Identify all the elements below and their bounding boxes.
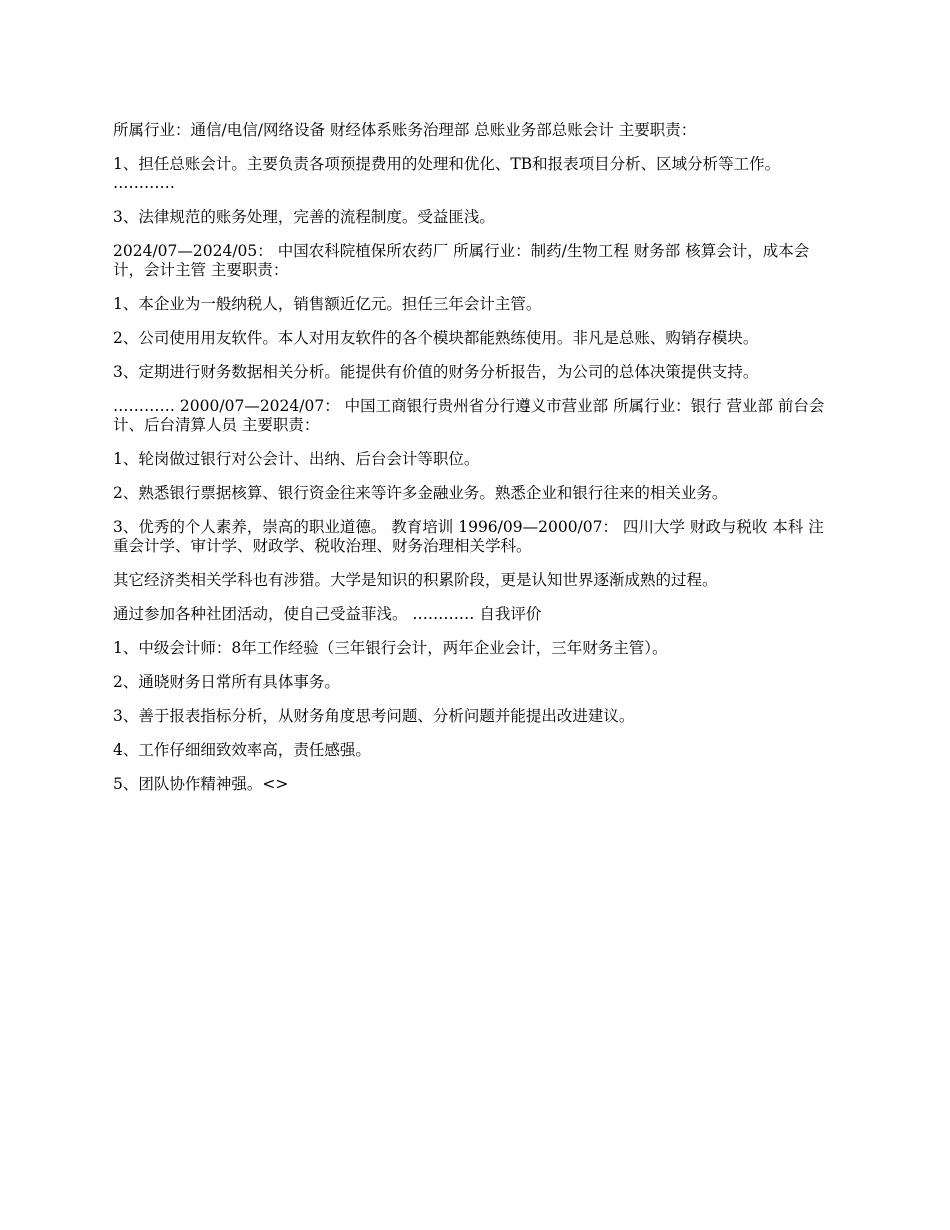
paragraph-job2-duty-1: 1、本企业为一般纳税人，销售额近亿元。担任三年会计主管。 — [113, 295, 542, 313]
paragraph-job3-duty-1: 1、轮岗做过银行对公会计、出纳、后台会计等职位。 — [113, 450, 480, 468]
paragraph-eval-4: 4、工作仔细细致效率高，责任感强。 — [113, 741, 371, 759]
paragraph-education-other: 其它经济类相关学科也有涉猎。大学是知识的积累阶段，更是认知世界逐渐成熟的过程。 — [113, 571, 718, 589]
paragraph-eval-5: 5、团队协作精神强。<> — [113, 775, 289, 793]
paragraph-self-evaluation-heading: 通过参加各种社团活动，使自己受益菲浅。 ………… 自我评价 — [113, 605, 542, 623]
paragraph-job2-duty-2: 2、公司使用用友软件。本人对用友软件的各个模块都能熟练使用。非凡是总账、购销存模块。 — [113, 329, 759, 347]
paragraph-job3-duty-2: 2、熟悉银行票据核算、银行资金往来等许多金融业务。熟悉企业和银行往来的相关业务。 — [113, 484, 728, 502]
paragraph-eval-2: 2、通晓财务日常所有具体事务。 — [113, 673, 340, 691]
paragraph-duty-1: 1、担任总账会计。主要负责各项预提费用的处理和优化、TB和报表项目分析、区域分析等工作。 ………… — [113, 155, 781, 192]
paragraph-job-icbc: ………… 2000/07—2024/07： 中国工商银行贵州省分行遵义市营业部 所属行业：银行 营业部 前台会计、后台清算人员 主要职责： — [113, 397, 825, 434]
paragraph-education: 3、优秀的个人素养，崇高的职业道德。 教育培训 1996/09—2000/07： 四川大学 财政与税收 本科 注重会计学、审计学、财政学、税收治理、财务治理相关学科。 — [113, 518, 824, 555]
paragraph-job2-duty-3: 3、定期进行财务数据相关分析。能提供有价值的财务分析报告，为公司的总体决策提供支持。 — [113, 363, 759, 381]
document-body — [113, 121, 838, 809]
paragraph-duty-3: 3、法律规范的账务处理，完善的流程制度。受益匪浅。 — [113, 208, 495, 226]
paragraph-industry-header: 所属行业：通信/电信/网络设备 财经体系账务治理部 总账业务部总账会计 主要职责： — [113, 121, 697, 139]
paragraph-eval-1: 1、中级会计师：8年工作经验（三年银行会计，两年企业会计，三年财务主管）。 — [113, 639, 668, 657]
paragraph-job-pesticide-factory: 2024/07—2024/05： 中国农科院植保所农药厂 所属行业：制药/生物工程 财务部 核算会计，成本会计，会计主管 主要职责： — [113, 242, 810, 279]
paragraph-eval-3: 3、善于报表指标分析，从财务角度思考问题、分析问题并能提出改进建议。 — [113, 707, 635, 725]
